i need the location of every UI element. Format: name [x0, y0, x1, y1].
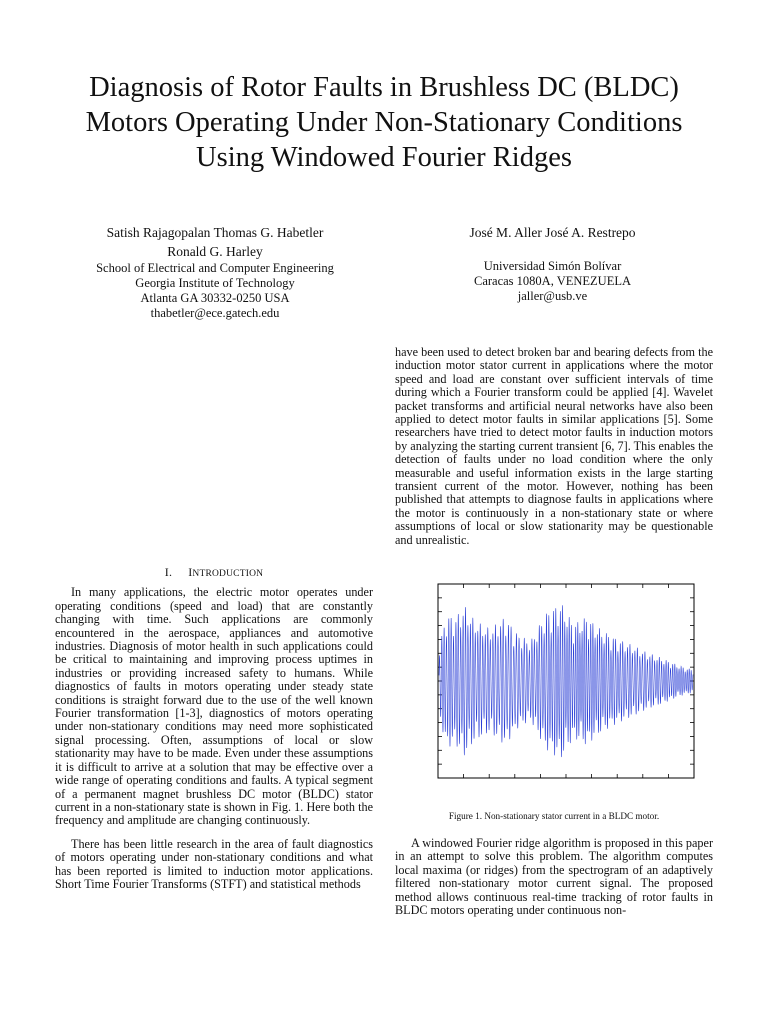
- figure-caption: Figure 1. Non-stationary stator current in a BLDC motor.: [448, 811, 660, 821]
- axis-ticks: [438, 584, 694, 778]
- author-names: Satish Rajagopalan Thomas G. Habetler: [106, 225, 324, 240]
- affiliation-line: School of Electrical and Computer Engineering: [96, 261, 334, 275]
- right-column-top: [395, 346, 713, 547]
- section-title-rest: NTRODUCTION: [192, 569, 264, 579]
- affiliation-block-usb: [390, 223, 715, 304]
- title-line: Motors Operating Under Non-Stationary Conditions: [85, 107, 683, 138]
- body-paragraph: A windowed Fourier ridge algorithm is proposed in this paper in an attempt to solve this problem. The algorithm computes local maxima (or ridges) from the spectrogram of an adaptively filtered non-stationary motor current signal. The proposed method allows continuous real-time tracking of rotor faults in BLDC motors operating under continuous non-: [395, 836, 713, 918]
- body-paragraph: In many applications, the electric motor operates under operating conditions (speed and load) that are constantly changing with time. Such applications are commonly encountered in the aerospace, appliances and automotive industries. Diagnosis of motor health in such applications could be critical to maintaining and improving process uptimes in industries or providing increased safety to humans. While diagnostics of faults in motors operating under steady state conditions is straight forward due to the use of the well known Fourier transformation [1-3], diagnostics of motors operating under non-stationary conditions may need more sophisticated signal processing. Often, assumptions of local or slow stationarity may have to be made. Even under these assumptions it is difficult to arrive at a solution that may be effective over a wide range of operating conditions and faults. A typical segment of a permanent magnet brushless DC motor (BLDC) stator current in a non-stationary state is shown in Fig. 1. Here both the frequency and amplitude are changing continuously.: [55, 585, 373, 828]
- affiliation-line: Georgia Institute of Technology: [135, 276, 295, 290]
- affiliation-line: Atlanta GA 30332-0250 USA: [140, 291, 290, 305]
- section-title-initial: I: [188, 565, 193, 579]
- plot-frame: [438, 584, 694, 778]
- affiliation-line: Caracas 1080A, VENEZUELA: [473, 274, 632, 288]
- author-names: Ronald G. Harley: [167, 244, 263, 259]
- affiliation-block-georgia-tech: [40, 223, 390, 321]
- body-paragraph: There has been little research in the area of fault diagnostics of motors operating under non-stationary conditions and what has been reported is limited to induction motor applications. Short Time Fourier Transforms (STFT) and statistical methods: [55, 836, 373, 891]
- series-line: [439, 605, 693, 757]
- left-column: [55, 566, 373, 891]
- author-names: José M. Aller José A. Restrepo: [469, 225, 636, 240]
- title-line: Diagnosis of Rotor Faults in Brushless DC (BLDC): [89, 72, 679, 103]
- affiliation-line: Universidad Simón Bolívar: [483, 259, 622, 273]
- title-line: Using Windowed Fourier Ridges: [196, 142, 572, 173]
- body-paragraph: have been used to detect broken bar and bearing defects from the induction motor stator current in applications where the motor speed and load are constant over sufficient intervals of time during which a Fourier transform could be applied [4]. Wavelet packet transforms and artificial neural networks have also been applied to detect motor faults in similar applications [5]. Some researchers have tried to detect motor faults in induction motors by analyzing the starting current transient [6, 7]. This enables the detection of faults under no load condition where the only measurable and useful information exists in the large starting transient current of the motor. However, nothing has been published that attempts to diagnose faults in applications where the motor is continuously in a non-stationary state or where assumptions of local or slow stationarity may be questionable and unrealistic.: [395, 345, 713, 547]
- section-heading: [55, 566, 373, 581]
- stator-current-figure: [424, 582, 702, 794]
- section-numeral: I.: [164, 565, 173, 579]
- paper-title: [40, 70, 728, 175]
- author-email: thabetler@ece.gatech.edu: [150, 306, 280, 320]
- author-email: jaller@usb.ve: [517, 289, 588, 303]
- right-column-bottom: [395, 837, 713, 917]
